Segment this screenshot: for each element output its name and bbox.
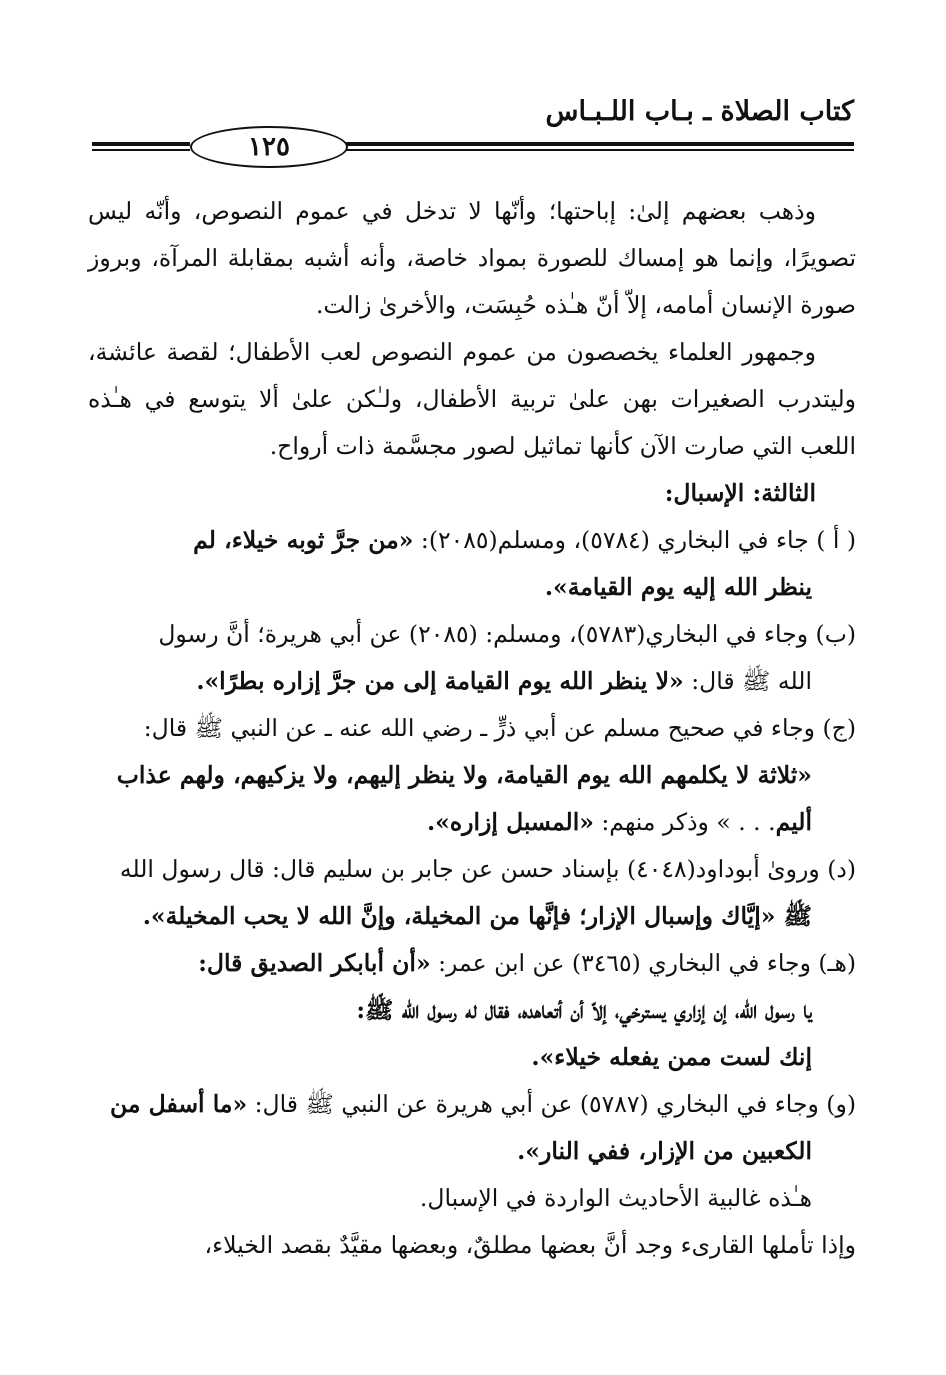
hadith-b-quote: «لا ينظر الله يوم القيامة إلى من جرَّ إزاره بطرًا». — [196, 667, 684, 695]
hadith-item-a — [88, 517, 856, 611]
hadith-item-c — [88, 705, 856, 846]
page-number: ١٢٥ — [190, 126, 348, 168]
closing-line-2: وإذا تأملها القارىء وجد أنَّ بعضها مطلقٌ، وبعضها مقيَّدٌ بقصد الخيلاء، — [204, 1231, 856, 1259]
hadith-e-line3: إنك لست ممن يفعله خيلاء». — [531, 1043, 812, 1071]
hadith-b-line2 — [88, 658, 856, 705]
hadith-e-source: (هـ) وجاء في البخاري (٣٤٦٥) عن ابن عمر: — [430, 949, 856, 977]
hadith-item-b — [88, 611, 856, 705]
closing-line-1: هـٰذه غالبية الأحاديث الواردة في الإسبال. — [419, 1184, 812, 1212]
hadith-c-quote-end: أليم — [775, 808, 812, 836]
header-rule-right-thick — [344, 142, 854, 146]
hadith-e-quote-start: «أن أبابكر الصديق قال: — [198, 949, 431, 977]
running-header-title: كتاب الصلاة ـ بـاب اللـبـاس — [545, 96, 854, 127]
hadith-a-source: ( أ ) جاء في البخاري (٥٧٨٤)، ومسلم(٢٠٨٥): — [413, 526, 856, 554]
hadith-c-line2: «ثلاثة لا يكلمهم الله يوم القيامة، ولا ينظر إليهم، ولا يزكيهم، ولهم عذاب — [116, 761, 812, 789]
section-label-isbal: الثالثة: الإسبال: — [664, 479, 816, 507]
hadith-d-line1: (د) ورویٰ أبوداود(٤٠٤٨) بإسناد حسن عن جابر بن سليم قال: قال رسول الله — [119, 855, 856, 883]
paragraph-photography: وذهب بعضهم إلىٰ: إباحتها؛ وأنّها لا تدخل في عموم النصوص، وأنّه ليس تصويرًا، وإنما هو إمساك للصورة بمواد خاصة، وأنه أشبه بمقابلة المرآة، وبروز صورة الإنسان أمامه، إلاّ أنّ هـٰذه حُبِسَت، والأخرىٰ زالت. — [88, 197, 856, 319]
hadith-f-source: (و) وجاء في البخاري (٥٧٨٧) عن أبي هريرة عن النبي ﷺ قال: — [247, 1090, 856, 1118]
hadith-item-e — [88, 940, 856, 1081]
header-rule-left-thin — [92, 149, 190, 151]
hadith-c-mention: . . . » وذكر منهم: — [593, 808, 776, 836]
hadith-c-line3 — [88, 799, 856, 846]
hadith-item-d — [88, 846, 856, 940]
paragraph-dolls: وجمهور العلماء يخصصون من عموم النصوص لعب الأطفال؛ لقصة عائشة، وليتدرب الصغيرات بهن علىٰ تربية الأطفال، ولـٰكن علىٰ ألا يتوسع في هـٰذه اللعب التي صارت الآن كأنها تماثيل لصور مجسَّمة ذات أرواح. — [88, 338, 856, 460]
header-rule — [92, 126, 854, 166]
hadith-c-line1: (ج) وجاء في صحيح مسلم عن أبي ذرٍّ ـ رضي الله عنه ـ عن النبي ﷺ قال: — [143, 714, 856, 742]
hadith-f-quote-start: «ما أسفل من — [109, 1090, 248, 1118]
hadith-e-line2: يا رسول الله، إن إزاري يسترخي، إلاّ أن أتعاهده، فقال له رسول الله ﷺ: — [356, 996, 812, 1024]
page-body — [88, 188, 856, 1269]
hadith-item-f — [88, 1081, 856, 1175]
hadith-a-line1 — [88, 517, 856, 564]
hadith-b-line1: (ب) وجاء في البخاري(٥٧٨٣)، ومسلم: (٢٠٨٥) عن أبي هريرة؛ أنَّ رسول — [158, 620, 856, 648]
hadith-a-line2: ينظر الله إليه يوم القيامة». — [544, 573, 812, 601]
header-rule-left-thick — [92, 142, 190, 146]
header-rule-right-thin — [344, 149, 854, 151]
hadith-b-attribution: الله ﷺ قال: — [683, 667, 812, 695]
hadith-e-line1 — [88, 940, 856, 987]
hadith-f-line1 — [88, 1081, 856, 1128]
hadith-d-line2: ﷺ «إيَّاك وإسبال الإزار؛ فإنَّها من المخيلة، وإنَّ الله لا يحب المخيلة». — [142, 902, 812, 930]
hadith-f-line2: الكعبين من الإزار، ففي النار». — [517, 1137, 812, 1165]
hadith-a-quote-start: «من جرَّ ثوبه خيلاء، لم — [193, 526, 414, 554]
hadith-c-musbil: «المسبل إزاره». — [426, 808, 594, 836]
